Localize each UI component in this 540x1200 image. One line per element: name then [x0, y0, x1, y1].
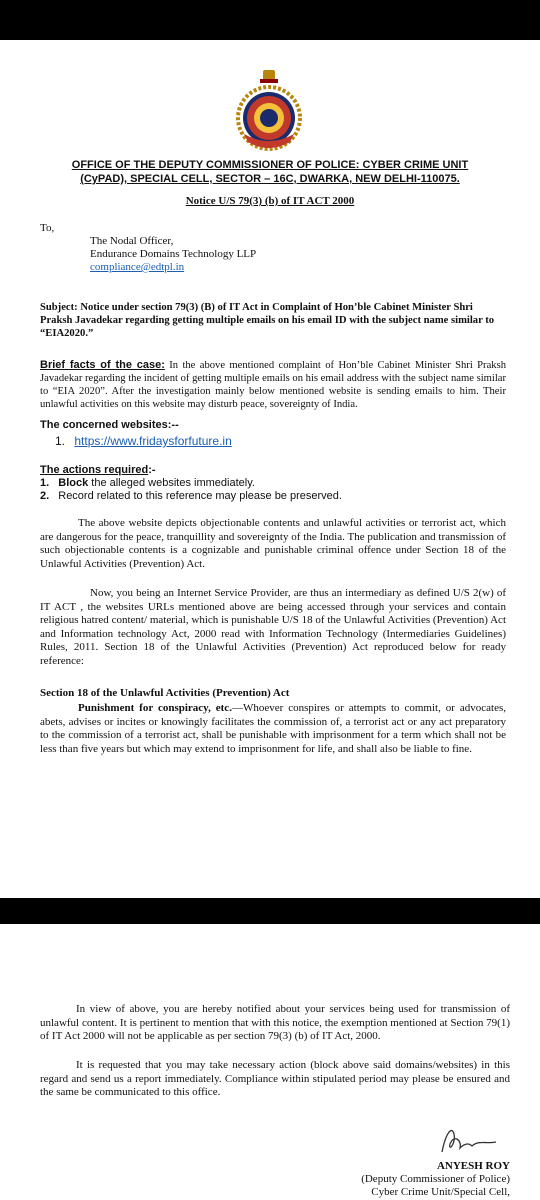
subject-label: Subject:: [40, 302, 78, 313]
website-item: [55, 434, 232, 448]
signature-block: [330, 1160, 510, 1199]
subject-block: [40, 301, 506, 340]
brief-facts: [40, 359, 506, 411]
recipient-line2: Endurance Domains Technology LLP: [90, 248, 257, 260]
top-black-bar: [0, 0, 540, 40]
actions-heading: [40, 464, 156, 476]
websites-label: The concerned websites:--: [40, 419, 179, 431]
subject-text: Notice under section 79(3) (B) of IT Act in Complaint of Hon’ble Cabinet Minister Shri Praksh Javadekar regarding getting multiple emails on his email ID with the subject name similar to “EIA2020.”: [40, 302, 495, 339]
actions-list: [40, 477, 342, 503]
section18-body: —Whoever conspires or attempts to commit, or advocates, abets, advises or incites or knowingly facilitates the commission of, a terrorist act or any act preparatory to the commission of a terrorist act, shall be punishable with imprisonment for a term which shall not be less than five years but which may extend to imprisonment for life, and shall also be liable to fine.: [40, 702, 507, 755]
brief-facts-text: In the above mentioned complaint of Hon’ble Cabinet Minister Shri Praksh Javadekar regarding the incident of getting multiple emails on his email address with the subject name similar to “EIA 2020”. After the investigation mainly below mentioned website is sending emails to him. Their unlawful activities on this website may disturb peace, sovereignty of India.: [40, 360, 506, 410]
action-item-bold: Block: [58, 477, 89, 489]
to-label: To,: [40, 222, 55, 234]
section18-text: [40, 702, 506, 756]
action-item-num: 1.: [40, 477, 50, 489]
paragraph-intermediary: Now, you being an Internet Service Provider, are thus an intermediary as defined U/S 2(w) of IT ACT , the websites URLs mentioned above are being accessed through your services and contain religious hatred content/ material, which is punishable U/S 18 of the Unlawful Activities (Prevention) Act and Information technology Act, 2000 read with Information Technology (Intermediaries Guidelines) Rules, 2011. Section 18 of the Unlawful Activities (Prevention) Act reproduced below for ready reference:: [40, 587, 506, 667]
signatory-title: (Deputy Commissioner of Police): [361, 1173, 510, 1185]
action-item-num: 2.: [40, 490, 50, 502]
recipient-line1: The Nodal Officer,: [90, 235, 174, 247]
brief-facts-label: Brief facts of the case:: [40, 359, 165, 371]
police-emblem-icon: [230, 68, 308, 152]
office-heading-line1: OFFICE OF THE DEPUTY COMMISSIONER OF POLICE: CYBER CRIME UNIT: [71, 159, 469, 171]
section18-heading: Section 18 of the Unlawful Activities (Prevention) Act: [40, 687, 290, 699]
action-item-text: Record related to this reference may please be preserved.: [58, 490, 342, 502]
office-heading: [40, 158, 500, 186]
action-item: [40, 490, 342, 503]
recipient-block: [90, 235, 256, 274]
actions-label: The actions required: [40, 464, 149, 476]
website-item-num: 1.: [55, 434, 66, 448]
signatory-name: ANYESH ROY: [436, 1160, 510, 1172]
signature-icon: [436, 1122, 500, 1158]
action-item-text: the alleged websites immediately.: [88, 477, 255, 489]
actions-colon: :-: [148, 464, 156, 476]
website-link[interactable]: https://www.fridaysforfuture.in: [74, 434, 232, 448]
recipient-email-link[interactable]: compliance@edtpl.in: [90, 261, 185, 273]
office-heading-line2: (CyPAD), SPECIAL CELL, SECTOR – 16C, DWARKA, NEW DELHI-110075.: [80, 173, 460, 185]
signatory-unit: Cyber Crime Unit/Special Cell,: [371, 1186, 510, 1198]
section18-bold: Punishment for conspiracy, etc.: [78, 702, 232, 714]
paragraph-objectionable-content: The above website depicts objectionable contents and unlawful activities or terrorist act, which are dangerous for the peace, tranquillity and sovereignty of the India. The publication and transmission of such objectionable contents is a cognizable and punishable criminal offence under Section 18 of the Unlawful Activities (Prevention) Act.: [40, 517, 506, 570]
action-item: [40, 477, 342, 490]
page-separator-bar: [0, 898, 540, 924]
notice-title: Notice U/S 79(3) (b) of IT ACT 2000: [185, 195, 355, 207]
paragraph-notification: In view of above, you are hereby notified about your services being used for transmission of unlawful content. It is pertinent to mention that with this notice, the exemption mentioned at Section 79(1) of IT Act 2000 will not be applicable as per section 79(3) (b) of IT Act, 2000.: [40, 1003, 510, 1042]
paragraph-request: It is requested that you may take necessary action (block above said domains/websites) in this regard and send us a report immediately. Compliance within stipulated period may please be ensured and the same be communicated to this office.: [40, 1059, 510, 1098]
